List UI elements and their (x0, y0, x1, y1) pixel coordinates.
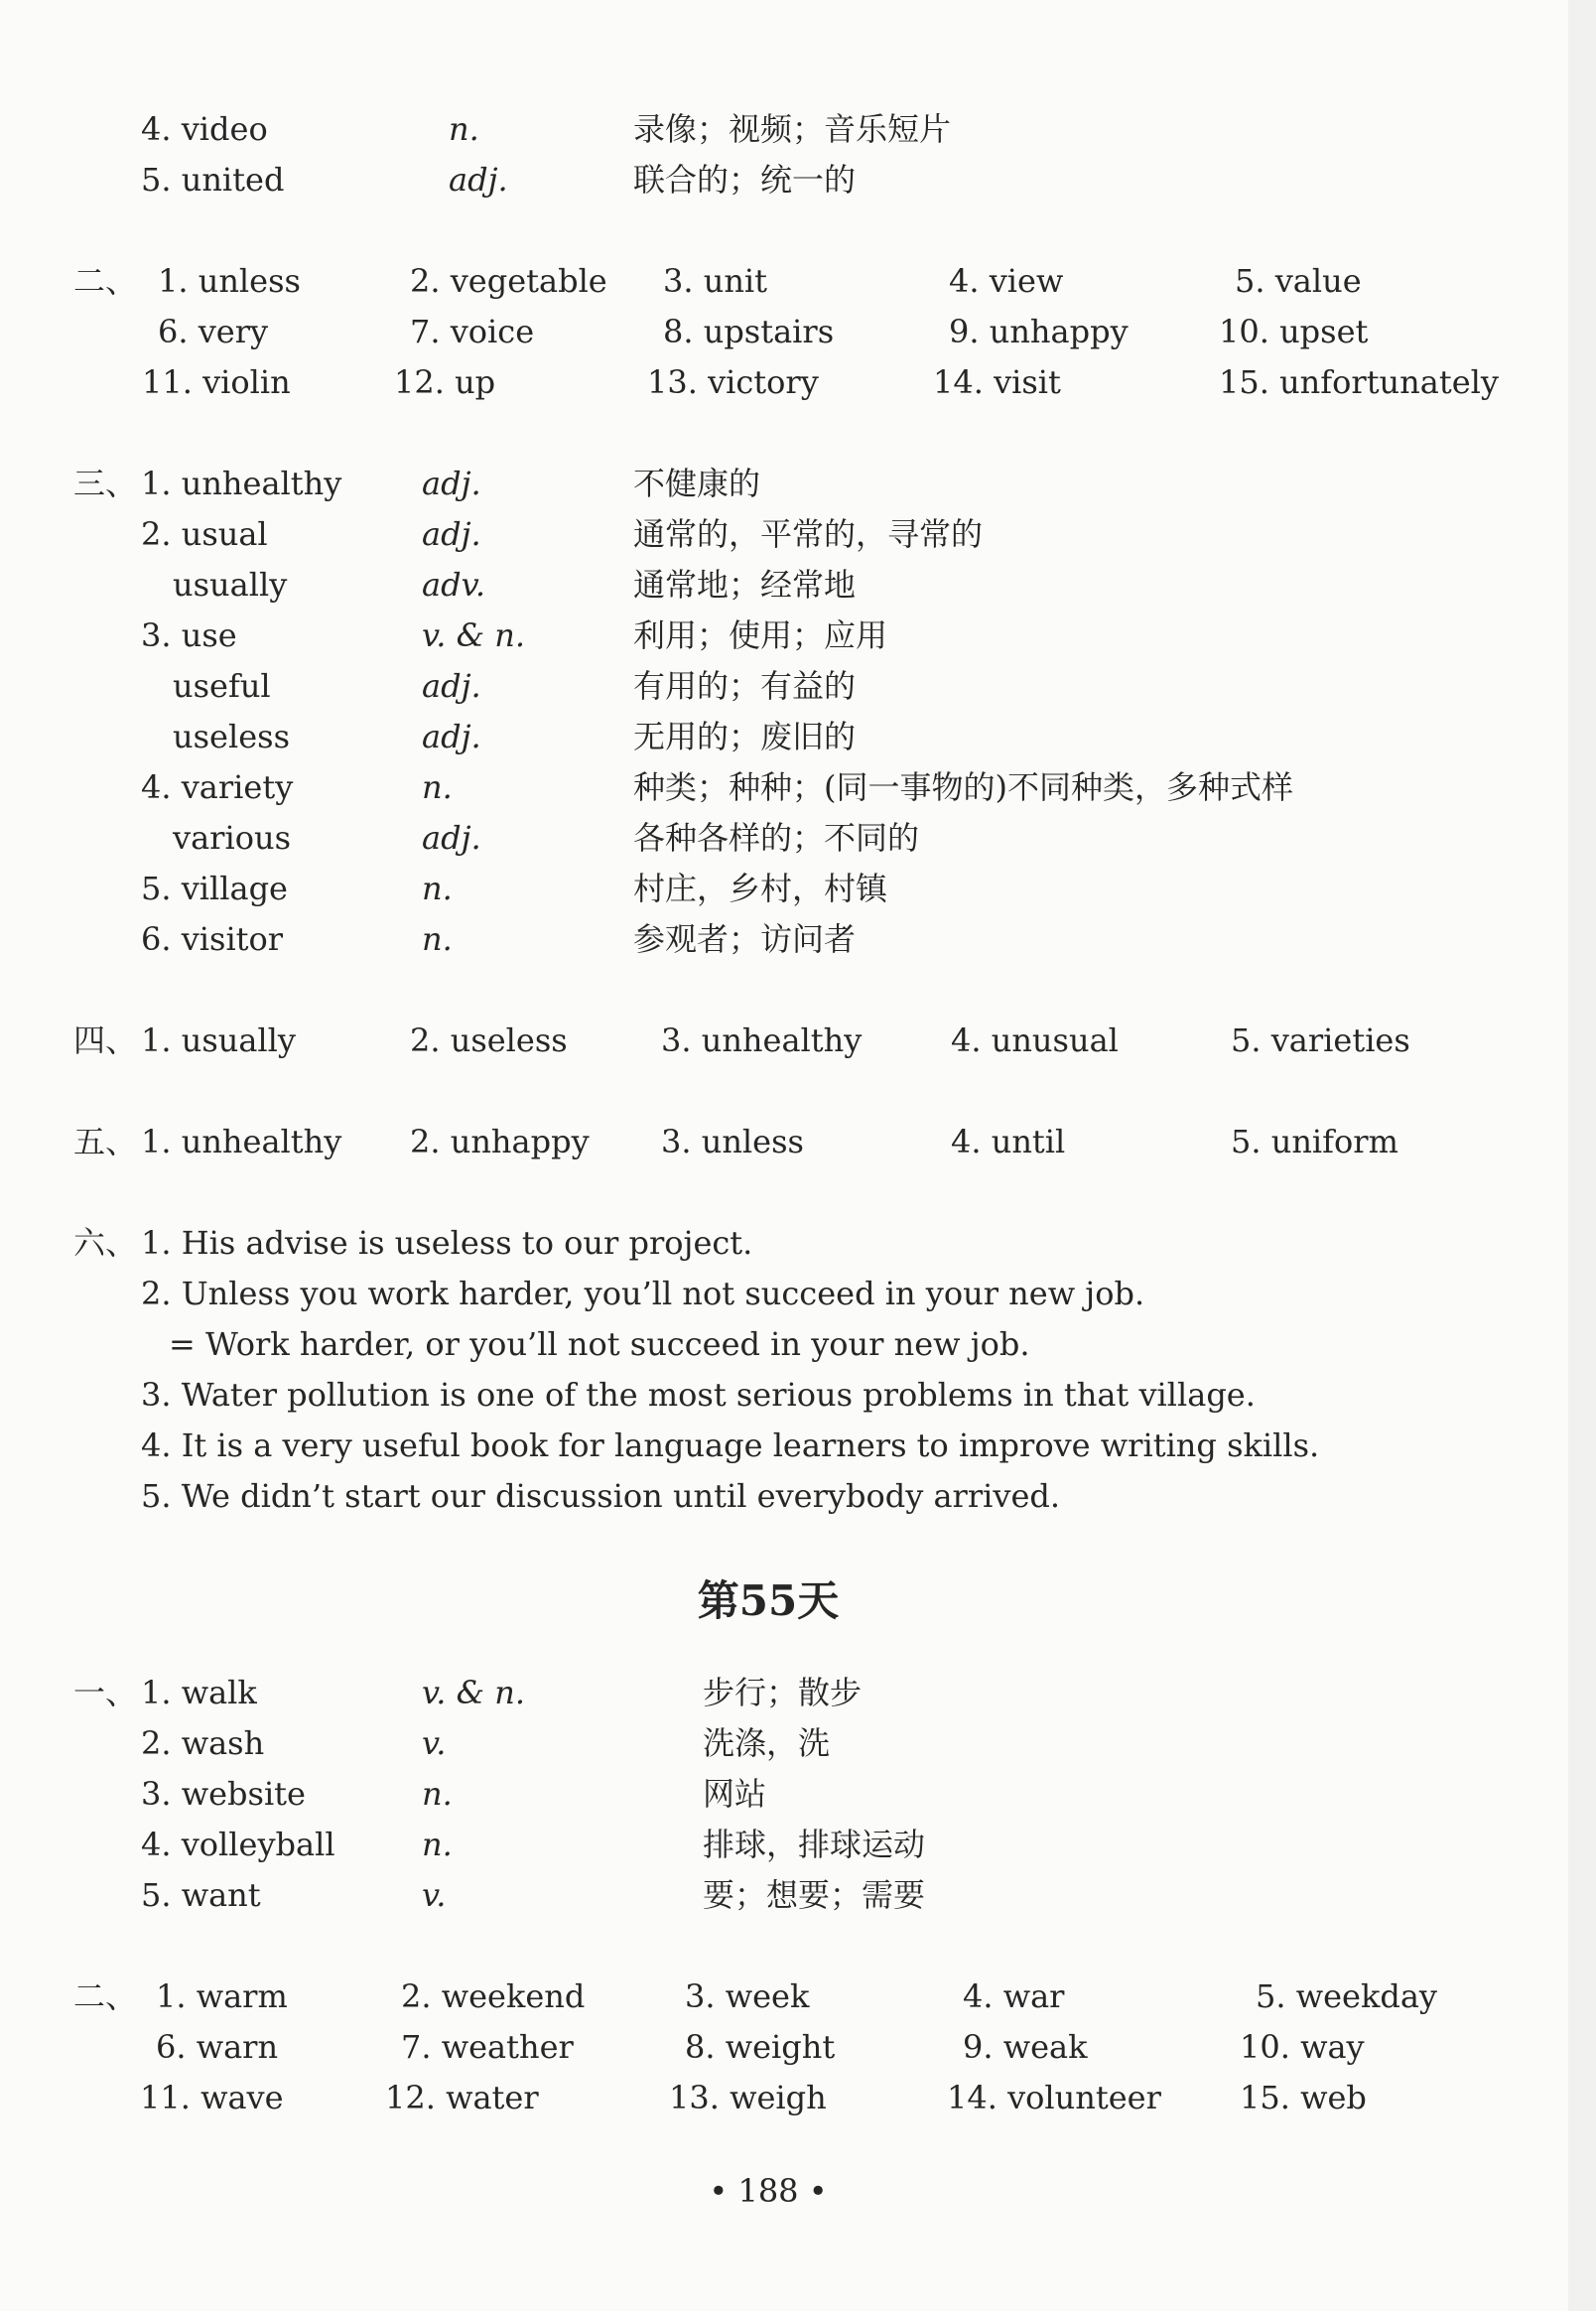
sentence: 1. His advise is useless to our project. (141, 1224, 753, 1262)
answer-item: 10. upset (1219, 313, 1369, 350)
vocab-row (0, 611, 1489, 661)
vocab-meaning: 步行；散步 (703, 1674, 863, 1711)
vocab-row (0, 1668, 1489, 1718)
vocab-row (0, 914, 1489, 965)
answer-item: 13. weigh (669, 2079, 827, 2116)
vocab-row (0, 509, 1489, 560)
vocab-pos: n. (422, 920, 453, 958)
answer-item: 14. visit (933, 363, 1061, 401)
answer-item: 9. unhappy (949, 313, 1129, 350)
answer-row (0, 307, 1489, 357)
vocab-pos: adj. (422, 515, 481, 553)
vocab-meaning: 要；想要；需要 (703, 1876, 926, 1914)
vocab-row (0, 459, 1489, 509)
answer-item: 5. value (1235, 262, 1362, 300)
vocab-meaning: 有用的；有益的 (633, 667, 857, 705)
answer-item: 11. wave (140, 2079, 284, 2116)
vocab-meaning: 利用；使用；应用 (633, 616, 888, 654)
vocab-pos: v. & n. (422, 616, 526, 654)
vocab-meaning: 通常的，平常的，寻常的 (633, 515, 984, 553)
vocab-pos: adj. (449, 161, 508, 199)
vocab-pos: n. (422, 1775, 453, 1813)
answer-item: 14. volunteer (947, 2079, 1161, 2116)
section-label: 五、 (73, 1123, 138, 1160)
section-label: 三、 (73, 465, 138, 502)
vocab-meaning: 种类；种种；(同一事物的)不同种类，多种式样 (633, 768, 1293, 806)
vocab-word: 1. unhealthy (141, 465, 342, 502)
sentence-row (0, 1319, 1489, 1370)
vocab-pos: adj. (422, 819, 481, 857)
answer-item: 3. week (685, 1977, 810, 2015)
vocab-word: 3. website (141, 1775, 306, 1813)
answer-item: 2. weekend (401, 1977, 586, 2015)
section-label: 二、 (73, 1977, 138, 2015)
section-label: 六、 (73, 1224, 138, 1262)
sentence-row (0, 1370, 1489, 1421)
answer-item: 5. weekday (1256, 1977, 1437, 2015)
answer-row (0, 1971, 1489, 2022)
vocab-row (0, 155, 1489, 205)
vocab-row (0, 813, 1489, 864)
answer-item: 7. voice (410, 313, 535, 350)
vocab-word: 5. village (141, 870, 288, 907)
answer-item: 11. violin (142, 363, 291, 401)
answer-item: 8. weight (685, 2028, 836, 2066)
section-label: 一、 (73, 1674, 138, 1711)
answer-item: 4. until (951, 1123, 1066, 1160)
vocab-word: 4. video (141, 110, 268, 148)
answer-row (0, 357, 1499, 408)
answer-item: 7. weather (401, 2028, 574, 2066)
answer-item: 5. uniform (1231, 1123, 1398, 1160)
answer-item: 12. water (385, 2079, 539, 2116)
vocab-meaning: 各种各样的；不同的 (633, 819, 920, 857)
sentence-row (0, 1421, 1489, 1471)
vocab-row (0, 712, 1489, 762)
sentence: 4. It is a very useful book for language learners to improve writing skills. (141, 1427, 1320, 1464)
answer-row (0, 256, 1489, 307)
vocab-meaning: 网站 (703, 1775, 767, 1813)
vocab-word: 3. use (141, 616, 237, 654)
answer-item: 6. very (158, 313, 269, 350)
vocab-meaning: 联合的；统一的 (633, 161, 857, 199)
vocab-pos: adj. (422, 465, 481, 502)
answer-item: 3. unless (661, 1123, 804, 1160)
vocab-pos: adj. (422, 667, 481, 705)
answer-item: 6. warn (156, 2028, 279, 2066)
vocab-row (0, 1870, 1489, 1921)
vocab-row (0, 104, 1489, 155)
answer-item: 1. usually (141, 1021, 296, 1059)
vocab-row (0, 864, 1489, 914)
answer-item: 1. warm (156, 1977, 288, 2015)
answer-item: 2. unhappy (410, 1123, 590, 1160)
vocab-row (0, 1820, 1489, 1870)
answer-item: 2. vegetable (410, 262, 607, 300)
vocab-row (0, 1769, 1489, 1820)
sentence-row (0, 1269, 1489, 1319)
vocab-word: various (173, 819, 291, 857)
answer-item: 9. weak (963, 2028, 1088, 2066)
vocab-pos: n. (422, 870, 453, 907)
vocab-word: 2. wash (141, 1724, 265, 1762)
vocab-row (0, 661, 1489, 712)
answer-item: 10. way (1240, 2028, 1365, 2066)
vocab-pos: n. (422, 768, 453, 806)
answer-item: 1. unhealthy (141, 1123, 342, 1160)
sentence: 3. Water pollution is one of the most serious problems in that village. (141, 1376, 1256, 1414)
vocab-word: 1. walk (141, 1674, 257, 1711)
vocab-pos: v. (422, 1876, 447, 1914)
vocab-meaning: 洗涤，洗 (703, 1724, 831, 1762)
vocab-meaning: 参观者；访问者 (633, 920, 857, 958)
answer-item: 13. victory (647, 363, 819, 401)
vocab-word: 4. variety (141, 768, 294, 806)
vocab-meaning: 录像；视频；音乐短片 (633, 110, 952, 148)
vocab-pos: n. (422, 1826, 453, 1863)
answer-item: 8. upstairs (663, 313, 835, 350)
sentence: = Work harder, or you’ll not succeed in your new job. (169, 1325, 1030, 1363)
vocab-word: 4. volleyball (141, 1826, 335, 1863)
answer-row (0, 1117, 1489, 1167)
vocab-word: useful (173, 667, 271, 705)
vocab-word: usually (173, 566, 288, 604)
answer-row (0, 2073, 1489, 2123)
answer-item: 4. war (963, 1977, 1065, 2015)
vocab-word: 5. united (141, 161, 285, 199)
answer-item: 2. useless (410, 1021, 568, 1059)
answer-item: 12. up (394, 363, 496, 401)
vocab-word: useless (173, 718, 290, 755)
answer-item: 4. view (949, 262, 1064, 300)
vocab-pos: v. & n. (422, 1674, 526, 1711)
answer-item: 1. unless (158, 262, 301, 300)
sentence: 2. Unless you work harder, you’ll not succeed in your new job. (141, 1275, 1145, 1312)
answer-row (0, 2022, 1489, 2073)
vocab-row (0, 762, 1489, 813)
answer-item: 5. varieties (1231, 1021, 1410, 1059)
sentence: 5. We didn’t start our discussion until everybody arrived. (141, 1477, 1061, 1515)
answer-item: 3. unhealthy (661, 1021, 863, 1059)
page-number: • 188 • (709, 2172, 828, 2210)
vocab-word: 5. want (141, 1876, 261, 1914)
day-title: 第55天 (697, 1576, 840, 1625)
vocab-row (0, 560, 1489, 611)
answer-item: 3. unit (663, 262, 768, 300)
sentence-row (0, 1218, 1489, 1269)
vocab-meaning: 排球，排球运动 (703, 1826, 926, 1863)
vocab-meaning: 村庄，乡村，村镇 (633, 870, 888, 907)
vocab-pos: v. (422, 1724, 447, 1762)
vocab-pos: n. (449, 110, 479, 148)
vocab-meaning: 不健康的 (633, 465, 761, 502)
vocab-word: 2. usual (141, 515, 268, 553)
page-edge (1568, 0, 1596, 2311)
sentence-row (0, 1471, 1489, 1522)
answer-item: 4. unusual (951, 1021, 1119, 1059)
answer-item: 15. unfortunately (1219, 363, 1499, 401)
vocab-word: 6. visitor (141, 920, 284, 958)
vocab-pos: adv. (422, 566, 486, 604)
vocab-meaning: 无用的；废旧的 (633, 718, 857, 755)
section-label: 四、 (73, 1021, 138, 1059)
answer-row (0, 1016, 1489, 1066)
vocab-pos: adj. (422, 718, 481, 755)
answer-item: 15. web (1240, 2079, 1367, 2116)
vocab-row (0, 1718, 1489, 1769)
section-label: 二、 (73, 262, 138, 300)
vocab-meaning: 通常地；经常地 (633, 566, 857, 604)
